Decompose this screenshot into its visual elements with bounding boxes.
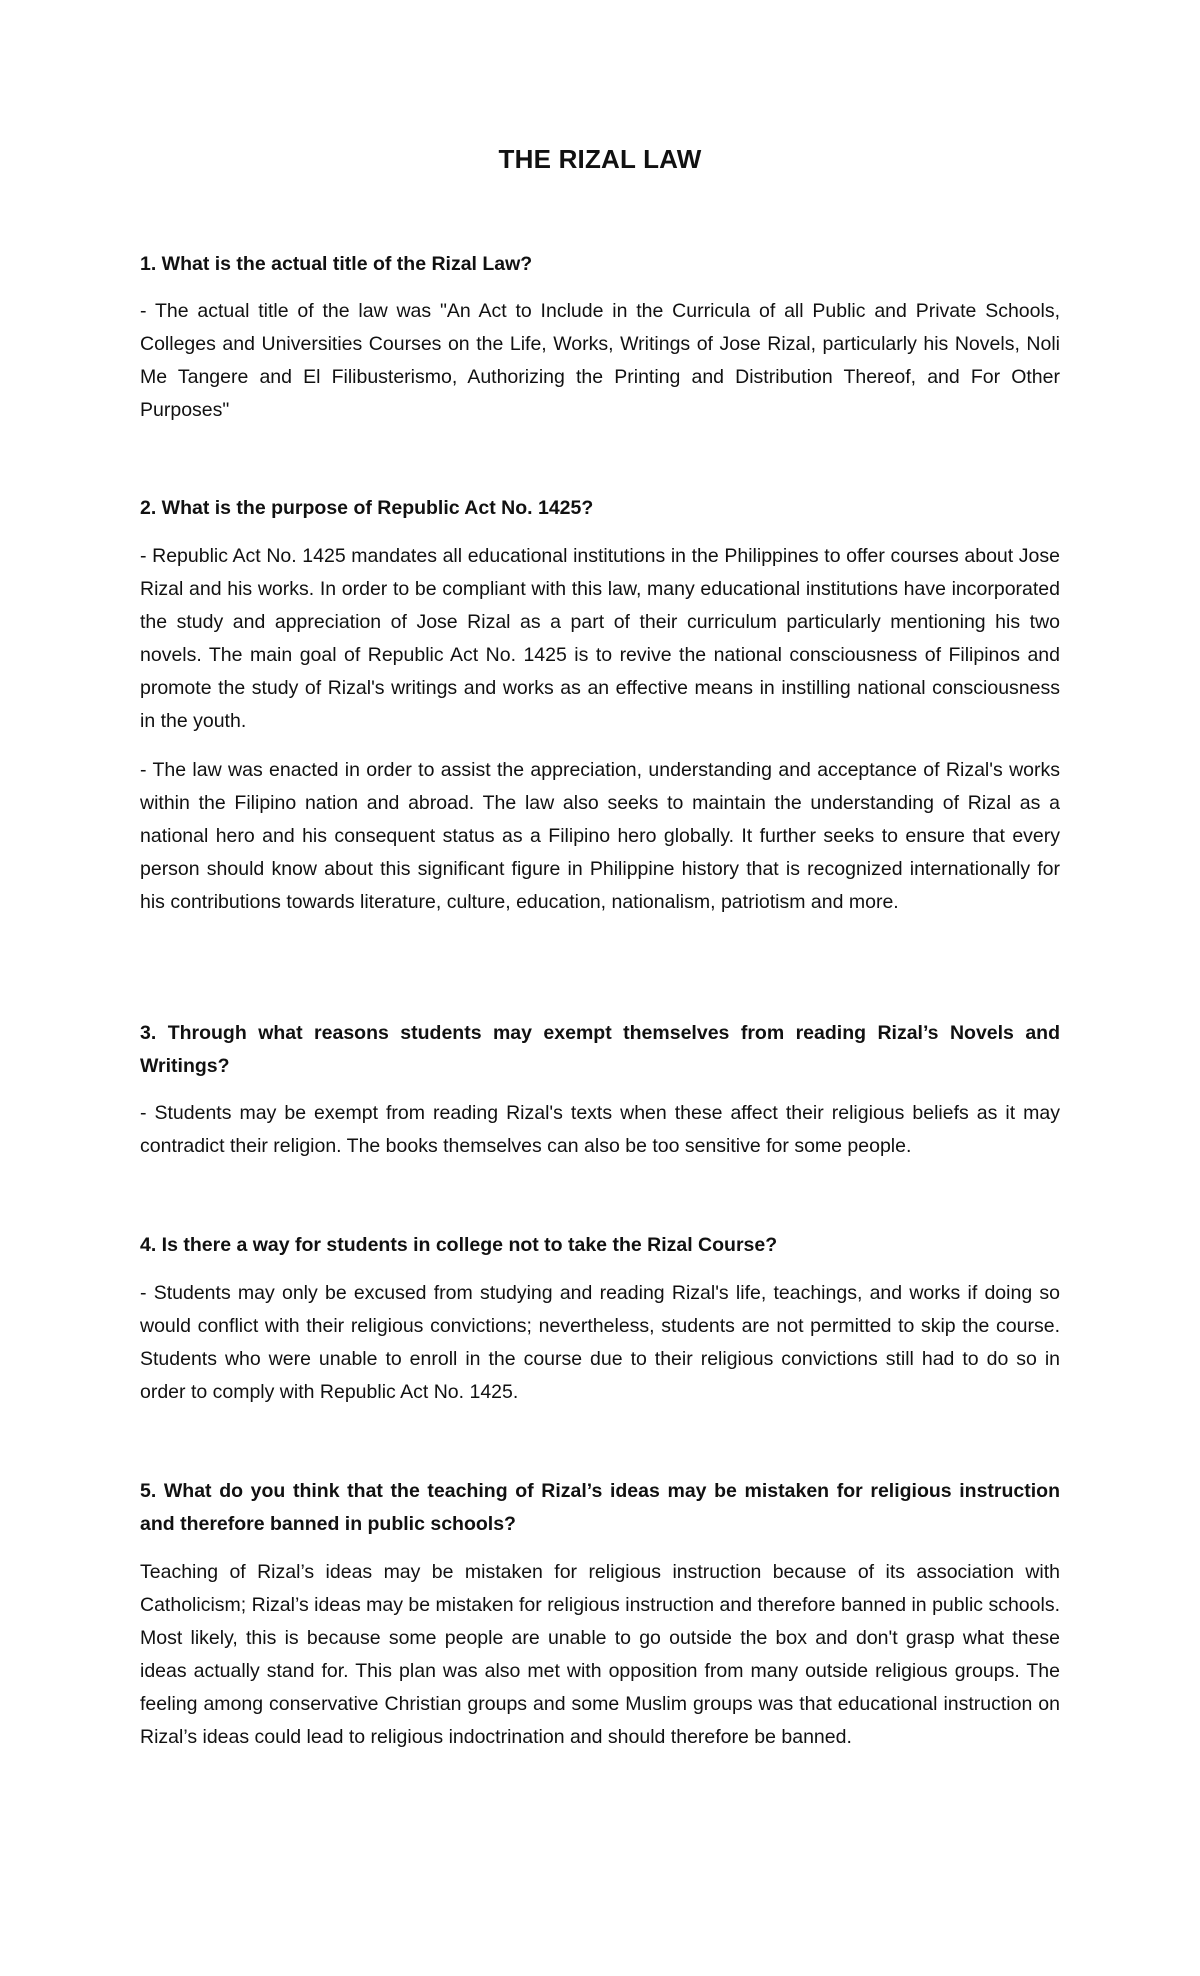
answer-2-paragraph-2: - The law was enacted in order to assist the appreciation, understanding and acceptance of Rizal's works within the Filipino nation and abroad. The law also seeks to maintain the understanding of Rizal as a national hero and his consequent status as a Filipino hero globally. It further seeks to ensure that every person should know about this significant figure in Philippine history that is recognized internationally for his contributions towards literature, culture, education, nationalism, patriotism and more. <box>140 759 1060 913</box>
document-title: THE RIZAL LAW <box>498 144 702 174</box>
answer-3-paragraph-1: - Students may be exempt from reading Rizal's texts when these affect their religious beliefs as it may contradict their religion. The books themselves can also be too sensitive for some people. <box>140 1102 1060 1157</box>
answer-4-paragraph-1: - Students may only be excused from studying and reading Rizal's life, teachings, and works if doing so would conflict with their religious convictions; nevertheless, students are not permitted to skip the course. Students who were unable to enroll in the course due to their religious convictions still had to do so in order to comply with Republic Act No. 1425. <box>140 1282 1060 1403</box>
question-4: 4. Is there a way for students in college not to take the Rizal Course? <box>140 1234 778 1256</box>
answer-1-paragraph-1: - The actual title of the law was "An Act to Include in the Curricula of all Public and Private Schools, Colleges and Universities Courses on the Life, Works, Writings of Jose Rizal, particularly his Novels, Noli Me Tangere and El Filibusterismo, Authorizing the Printing and Distribution Thereof, and For Other Purposes" <box>140 300 1060 421</box>
answer-2-paragraph-1: - Republic Act No. 1425 mandates all educational institutions in the Philippines to offer courses about Jose Rizal and his works. In order to be compliant with this law, many educational institutions have incorporated the study and appreciation of Jose Rizal as a part of their curriculum particularly mentioning his two novels. The main goal of Republic Act No. 1425 is to revive the national consciousness of Filipinos and promote the study of Rizal's writings and works as an effective means in instilling national consciousness in the youth. <box>140 545 1060 732</box>
question-3: 3. Through what reasons students may exempt themselves from reading Rizal’s Novels and Writings? <box>140 1022 1060 1077</box>
question-2: 2. What is the purpose of Republic Act No. 1425? <box>140 497 594 519</box>
question-1: 1. What is the actual title of the Rizal Law? <box>140 253 533 275</box>
answer-5-paragraph-1: Teaching of Rizal’s ideas may be mistaken for religious instruction because of its association with Catholicism; Rizal’s ideas may be mistaken for religious instruction and therefore banned in public schools. Most likely, this is because some people are unable to go outside the box and don't grasp what these ideas actually stand for. This plan was also met with opposition from many outside religious groups. The feeling among conservative Christian groups and some Muslim groups was that educational instruction on Rizal’s ideas could lead to religious indoctrination and should therefore be banned. <box>140 1561 1060 1748</box>
question-5: 5. What do you think that the teaching of Rizal’s ideas may be mistaken for religious instruction and therefore banned in public schools? <box>140 1480 1060 1535</box>
